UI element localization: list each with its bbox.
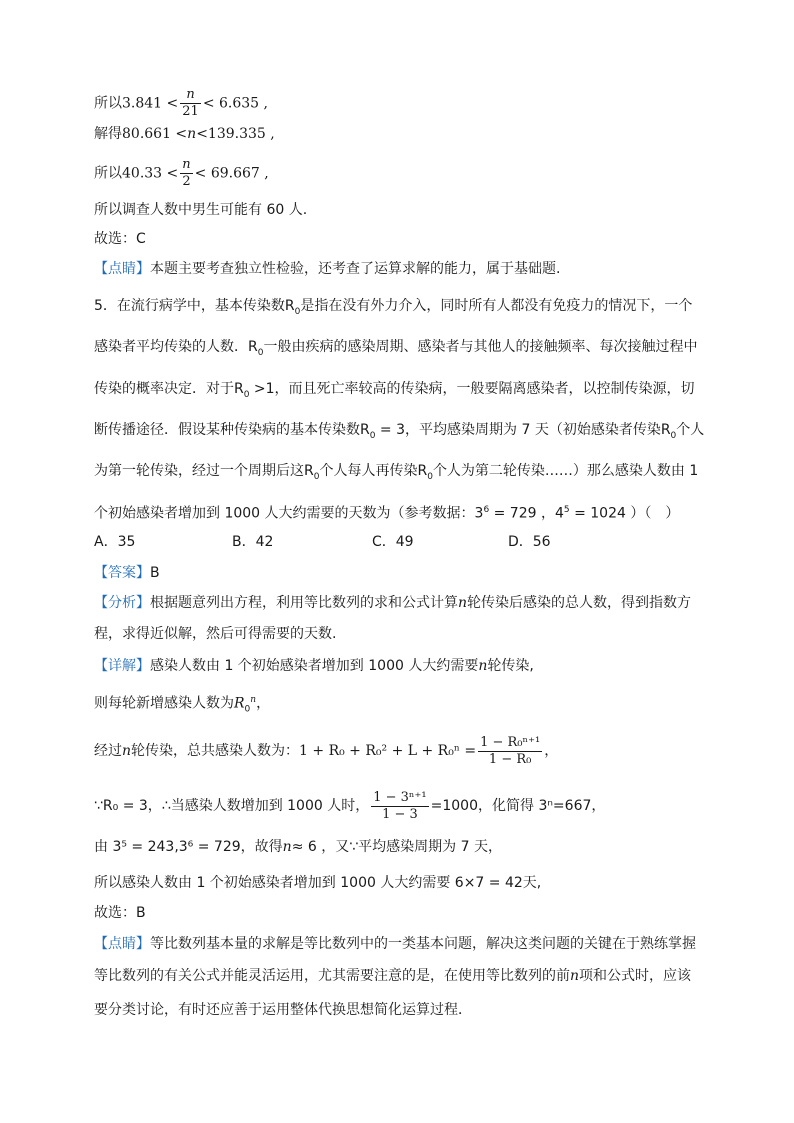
inequality-line-3 — [94, 157, 269, 190]
denominator: 1 − 3 — [382, 806, 418, 822]
denominator: 1 − R₀ — [488, 751, 532, 767]
math-variable: n — [282, 839, 292, 855]
text: 是指在没有外力介入，同时所有人都没有免疫力的情况下，一个 — [300, 298, 693, 314]
math-variable: n — [570, 968, 580, 984]
text: 轮传染后感染的总人数，得到指数方 — [467, 595, 692, 611]
dianjing-text: 本题主要考查独立性检验，还考查了运算求解的能力，属于基础题. — [150, 261, 561, 277]
text: 个人为第二轮传染……）那么感染人数由 1 — [432, 463, 699, 479]
dianjing-tag: 【点睛】 — [94, 261, 150, 277]
numerator: n — [182, 157, 191, 172]
text: = 1024 ）（ ） — [569, 505, 680, 522]
superscript: 6 — [483, 505, 490, 515]
analysis-line-1 — [94, 593, 691, 613]
text: ∵R₀ = 3，∴当感染人数增加到 1000 人时， — [94, 798, 370, 814]
answer-value: B — [150, 565, 160, 581]
denominator: 21 — [182, 104, 199, 119]
dianjing2-line-3: 要分类讨论，有时还应善于运用整体代换思想简化运算过程． — [94, 1002, 472, 1018]
detail-line-6: 所以感染人数由 1 个初始感染者增加到 1000 人大约需要 6×7 = 42天, — [94, 875, 542, 891]
inequality-line-2 — [94, 124, 275, 144]
detail-line-4 — [94, 788, 605, 824]
fraction — [371, 790, 428, 823]
choice-line: 故选：C — [94, 231, 146, 247]
detail-line-5 — [94, 837, 502, 857]
math-text: <139.335 , — [196, 126, 275, 142]
text: 经过 — [94, 743, 122, 759]
text: 个人 — [676, 422, 705, 438]
inequality-line-1 — [94, 87, 268, 120]
dianjing2-tag: 【点睛】 — [94, 936, 150, 952]
conclusion-line: 所以调查人数中男生可能有 60 人. — [94, 202, 308, 218]
math-text: 80.661 < — [122, 126, 188, 142]
question-line-2 — [94, 337, 697, 363]
option-d: D．56 — [508, 534, 551, 550]
math-text: 3.841 < — [122, 95, 179, 112]
numerator: 1 − R₀ⁿ⁺¹ — [480, 734, 541, 750]
superscript: 5 — [563, 505, 570, 515]
question-line-1 — [94, 296, 692, 322]
text: >1，而且死亡率较高的传染病，一般要隔离感染者，以控制传染源，切 — [249, 381, 695, 397]
numerator: 1 − 3ⁿ⁺¹ — [373, 789, 427, 805]
text: ， — [256, 695, 271, 712]
subscript: 0 — [369, 430, 376, 441]
math-text: 40.33 < — [122, 165, 179, 182]
question-line-5 — [94, 461, 698, 487]
subscript: 0 — [257, 347, 264, 358]
fraction — [180, 87, 201, 120]
text: 由 3⁵ = 243,3⁶ = 729，故得 — [94, 839, 283, 855]
fraction — [478, 735, 542, 768]
dianjing2-line-1 — [94, 934, 696, 954]
question-line-6 — [94, 500, 679, 524]
text: 个人每人再传染R — [319, 463, 428, 479]
text: 所以 — [94, 165, 122, 182]
dianjing-line — [94, 259, 560, 279]
text: 等比数列基本量的求解是等比数列中的一类基本问题，解决这类问题的关键在于熟练掌握 — [150, 936, 696, 952]
subscript: 0 — [244, 704, 251, 715]
option-a: A．35 — [94, 534, 136, 550]
text: 轮传染, — [487, 658, 534, 674]
options-row — [94, 532, 694, 552]
math-variable: n — [187, 126, 197, 142]
answer-tag: 【答案】 — [94, 565, 150, 581]
text: ≈ 6 ，又∵平均感染周期为 7 天， — [291, 839, 502, 855]
detail-tag: 【详解】 — [94, 658, 150, 674]
text: 等比数列的有关公式并能灵活运用，尤其需要注意的是，在使用等比数列的前 — [94, 968, 570, 984]
detail-line-3 — [94, 733, 558, 769]
text: 轮传染，总共感染人数为： — [131, 743, 300, 759]
denominator: 2 — [182, 174, 191, 189]
numerator: n — [180, 87, 201, 104]
text: 解得 — [94, 126, 122, 142]
answer-line — [94, 563, 160, 583]
text: 个初始感染者增加到 1000 人大约需要的天数为（参考数据：3 — [94, 505, 484, 522]
text: 则每轮新增感染人数为 — [94, 695, 234, 712]
analysis-line-2: 程，求得近似解，然后可得需要的天数. — [94, 626, 337, 642]
sum-expression: 1 + R₀ + R₀² + L + R₀ⁿ = — [299, 743, 477, 759]
subscript: 0 — [313, 471, 320, 482]
math-variable: n — [478, 658, 488, 674]
math-variable: n — [122, 743, 132, 759]
dianjing2-line-2 — [94, 966, 691, 986]
question-line-3 — [94, 379, 695, 405]
detail-choice-line: 故选：B — [94, 905, 146, 921]
option-c: C．49 — [372, 534, 414, 550]
subscript: 0 — [427, 471, 433, 482]
text: =1000，化简得 3ⁿ=667， — [430, 798, 606, 814]
text: 根据题意列出方程，利用等比数列的求和公式计算 — [150, 595, 458, 611]
subscript: 0 — [294, 306, 301, 317]
question-line-4 — [94, 420, 704, 446]
text: = 729 ，4 — [489, 505, 564, 522]
detail-line-2 — [94, 690, 270, 719]
subscript: 0 — [243, 389, 250, 400]
analysis-tag: 【分析】 — [94, 595, 150, 611]
fraction — [180, 157, 192, 190]
math-text: < 69.667 , — [194, 165, 269, 182]
superscript: n — [250, 695, 257, 705]
subscript: 0 — [670, 430, 677, 441]
text: 感染者平均传染的人数．R — [94, 339, 258, 355]
text: 项和公式时，应该 — [579, 968, 692, 984]
math-variable: R — [234, 695, 245, 712]
text: 一般由疾病的感染周期、感染者与其他人的接触频率、每次接触过程中 — [263, 339, 698, 355]
math-variable: n — [458, 595, 468, 611]
math-text: < 6.635 , — [202, 95, 268, 112]
option-b: B．42 — [232, 534, 274, 550]
text: 传染的概率决定．对于R — [94, 381, 244, 397]
text: 感染人数由 1 个初始感染者增加到 1000 人大约需要 — [150, 658, 479, 674]
text: 所以 — [94, 95, 122, 112]
detail-line-1 — [94, 656, 534, 676]
text: 断传播途径．假设某种传染病的基本传染数R — [94, 422, 370, 438]
text: ， — [544, 743, 559, 759]
text: 5．在流行病学中，基本传染数R — [94, 298, 295, 314]
text: = 3，平均感染周期为 7 天（初始感染者传染R — [375, 422, 671, 438]
text: 为第一轮传染，经过一个周期后这R — [94, 463, 314, 479]
